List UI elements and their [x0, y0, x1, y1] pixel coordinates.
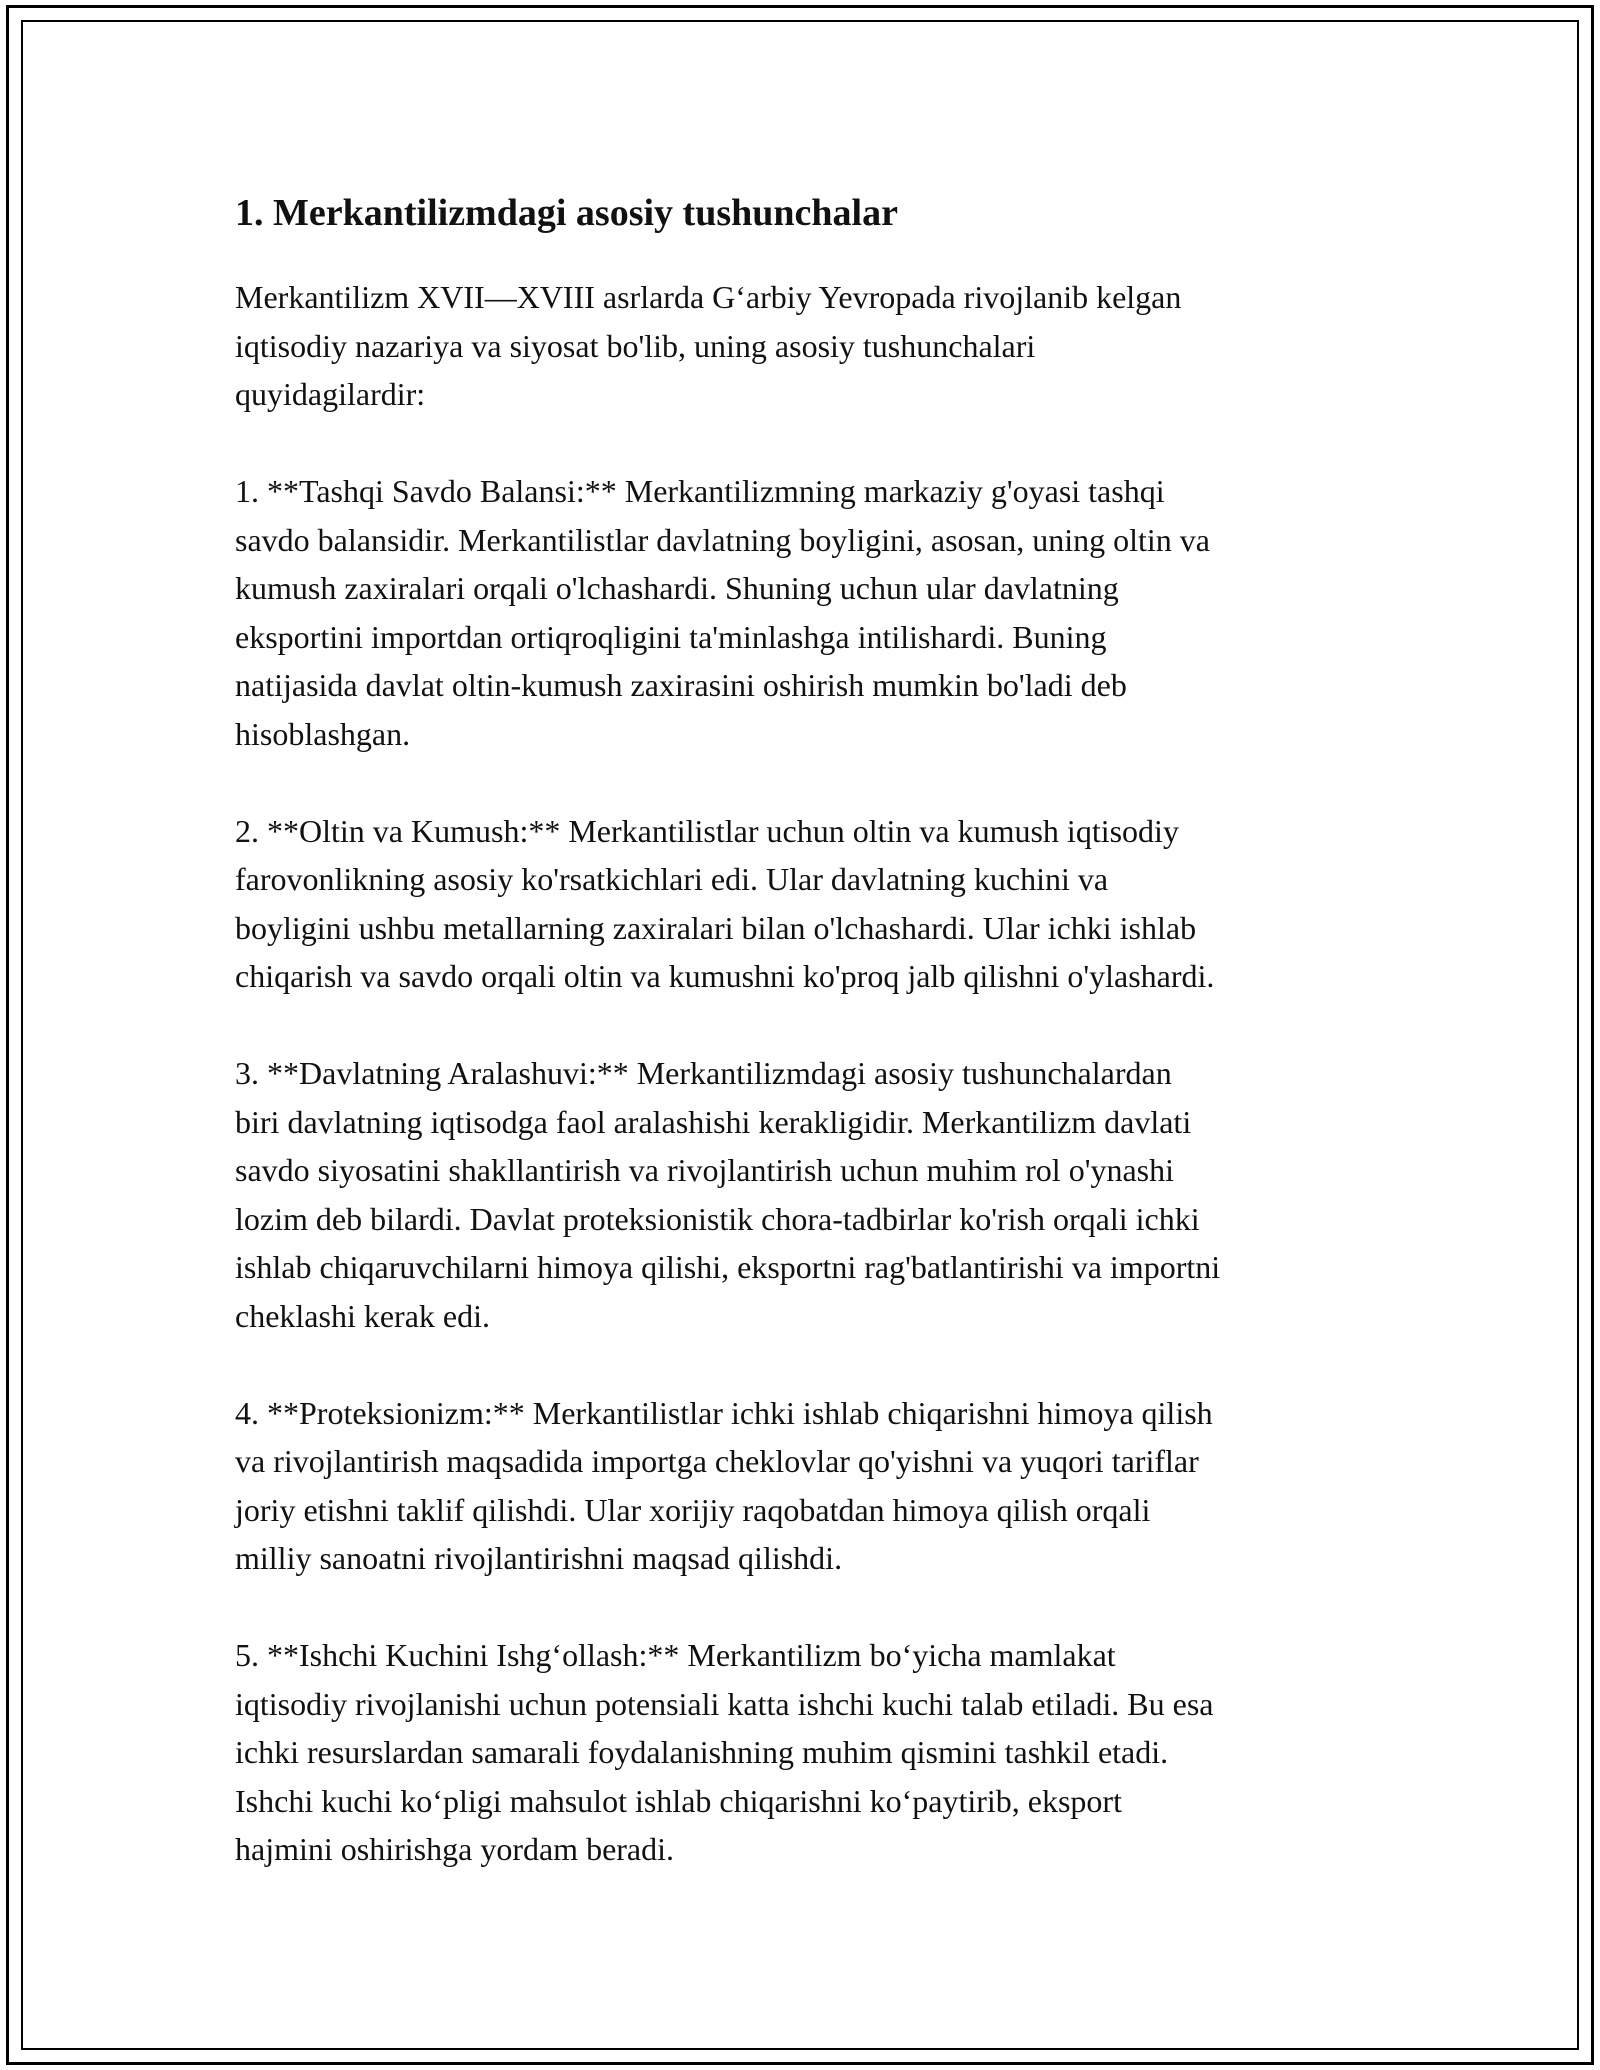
list-item-state-intervention: 3. **Davlatning Aralashuvi:** Merkantilizmdagi asosiy tushunchalardan biri davlatning iqtisodga faol aralashishi kerakligidir. Merkantilizm davlati savdo siyosatini shakllantirish va rivojlantirish uchun muhim rol o'ynashi lozim deb bilardi. Davlat proteksionistik chora-tadbirlar ko'rish orqali ichki ishlab chiqaruvchilarni himoya qilishi, eksportni rag'batlantirishi va importni cheklashi kerak edi.: [235, 1055, 1221, 1334]
list-item-gold-silver: 2. **Oltin va Kumush:** Merkantilistlar uchun oltin va kumush iqtisodiy farovonlikning asosiy ko'rsatkichlari edi. Ular davlatning kuchini va boyligini ushbu metallarning zaxiralari bilan o'lchashardi. Ular ichki ishlab chiqarish va savdo orqali oltin va kumushni ko'proq jalb qilishni o'ylashardi.: [235, 812, 1215, 994]
document-title: 1. Merkantilizmdagi asosiy tushunchalar: [235, 192, 898, 234]
list-item-protectionism: 4. **Proteksionizm:** Merkantilistlar ichki ishlab chiqarishni himoya qilish va rivojlantirish maqsadida importga cheklovlar qo'yishni va yuqori tariflar joriy etishni taklif qilishdi. Ular xorijiy raqobatdan himoya qilish orqali milliy sanoatni rivojlantirishni maqsad qilishdi.: [235, 1394, 1213, 1576]
intro-paragraph: Merkantilizm XVII—XVIII asrlarda G‘arbiy Yevropada rivojlanib kelgan iqtisodiy nazariya va siyosat bo'lib, uning asosiy tushunchalari quyidagilardir:: [235, 279, 1182, 412]
list-item-labor-force: 5. **Ishchi Kuchini Ishg‘ollash:** Merkantilizm bo‘yicha mamlakat iqtisodiy rivojlanishi uchun potensiali katta ishchi kuchi talab etiladi. Bu esa ichki resurslardan samarali foydalanishning muhim qismini tashkil etadi. Ishchi kuchi ko‘pligi mahsulot ishlab chiqarishni ko‘paytirib, eksport hajmini oshirishga yordam beradi.: [235, 1637, 1214, 1867]
document-body: [235, 185, 1375, 1922]
list-item-trade-balance: 1. **Tashqi Savdo Balansi:** Merkantilizmning markaziy g'oyasi tashqi savdo balansidir. Merkantilistlar davlatning boyligini, asosan, uning oltin va kumush zaxiralari orqali o'lchashardi. Shuning uchun ular davlatning eksportini importdan ortiqroqligini ta'minlashga intilishardi. Buning natijasida davlat oltin-kumush zaxirasini oshirish mumkin bo'ladi deb hisoblashgan.: [235, 473, 1210, 752]
